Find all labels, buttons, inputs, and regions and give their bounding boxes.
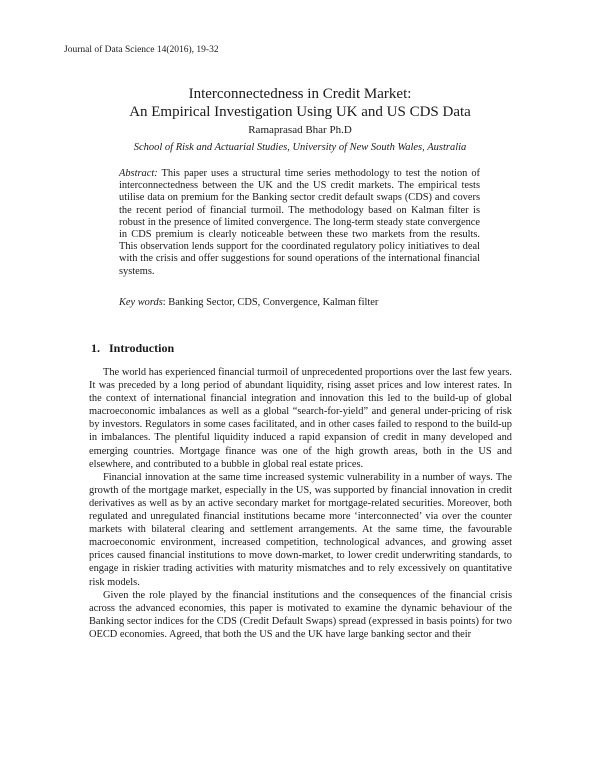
section-title: Introduction bbox=[109, 341, 175, 355]
body-paragraph: Financial innovation at the same time increased systemic vulnerability in a number of ways. The growth of the mortgage market, especially in the US, was supported by financial innovation in credit derivatives as well as by an active secondary market for mortgage-related securities. Moreover, both regulated and unregulated financial institutions became more ‘interconnected’ via over the counter markets with bilateral clearing and settlement arrangements. At the same time, the favourable macroeconomic environment, increased competition, technological advances, and growing asset prices caused financial institutions to move down-market, to lower credit underwriting standards, to engage in riskier trading activities with maturity mismatches and to rely excessively on quantitative risk models. bbox=[89, 471, 512, 588]
paper-title-line-1: Interconnectedness in Credit Market: bbox=[188, 86, 412, 102]
keywords-label: Key words bbox=[119, 297, 163, 308]
journal-citation: Journal of Data Science 14(2016), 19-32 bbox=[64, 45, 219, 55]
section-heading bbox=[91, 341, 174, 356]
body-paragraph: Given the role played by the financial institutions and the consequences of the financial crisis across the advanced economies, this paper is motivated to examine the dynamic behaviour of the Banking sector indices for the CDS (Credit Default Swaps) spread (expressed in basis points) for two OECD economies. Agreed, that both the US and the UK have large banking sector and their bbox=[89, 589, 512, 640]
author-name: Ramaprasad Bhar Ph.D bbox=[248, 124, 352, 136]
section-number: 1. bbox=[91, 341, 100, 355]
abstract bbox=[119, 168, 480, 278]
author-affiliation: School of Risk and Actuarial Studies, University of New South Wales, Australia bbox=[133, 142, 467, 153]
paper-title-line-2: An Empirical Investigation Using UK and US CDS Data bbox=[129, 104, 471, 120]
keywords-text: : Banking Sector, CDS, Convergence, Kalman filter bbox=[162, 297, 379, 308]
section-body bbox=[89, 366, 512, 641]
body-paragraph: The world has experienced financial turmoil of unprecedented proportions over the last few years. It was preceded by a long period of abundant liquidity, rising asset prices and low interest rates. In the context of international financial integration and innovation this led to the build-up of global macroeconomic imbalances as well as a global “search-for-yield” and general under-pricing of risk by investors. Regulators in some cases facilitated, and in other cases failed to respond to the build-up in imbalances. The plentiful liquidity induced a rapid expansion of credit in many developed and emerging countries. Mortgage finance was one of the high growth areas, both in the US and elsewhere, and contributed to a bubble in global real estate prices. bbox=[89, 367, 512, 470]
abstract-text: This paper uses a structural time series methodology to test the notion of interconnectedness between the UK and the US credit markets. The empirical tests utilise data on premium for the Banking sector credit default swaps (CDS) and covers the recent period of financial turmoil. The methodology based on Kalman filter is robust in the presence of limited convergence. The long-term steady state convergence in CDS premium is clearly noticeable between these two markets from the results. This observation lends support for the coordinated regulatory policy initiatives to deal with the crisis and offer suggestions for sound operations of the international financial systems. bbox=[119, 168, 480, 277]
keywords bbox=[119, 297, 480, 308]
abstract-label: Abstract: bbox=[119, 168, 158, 179]
